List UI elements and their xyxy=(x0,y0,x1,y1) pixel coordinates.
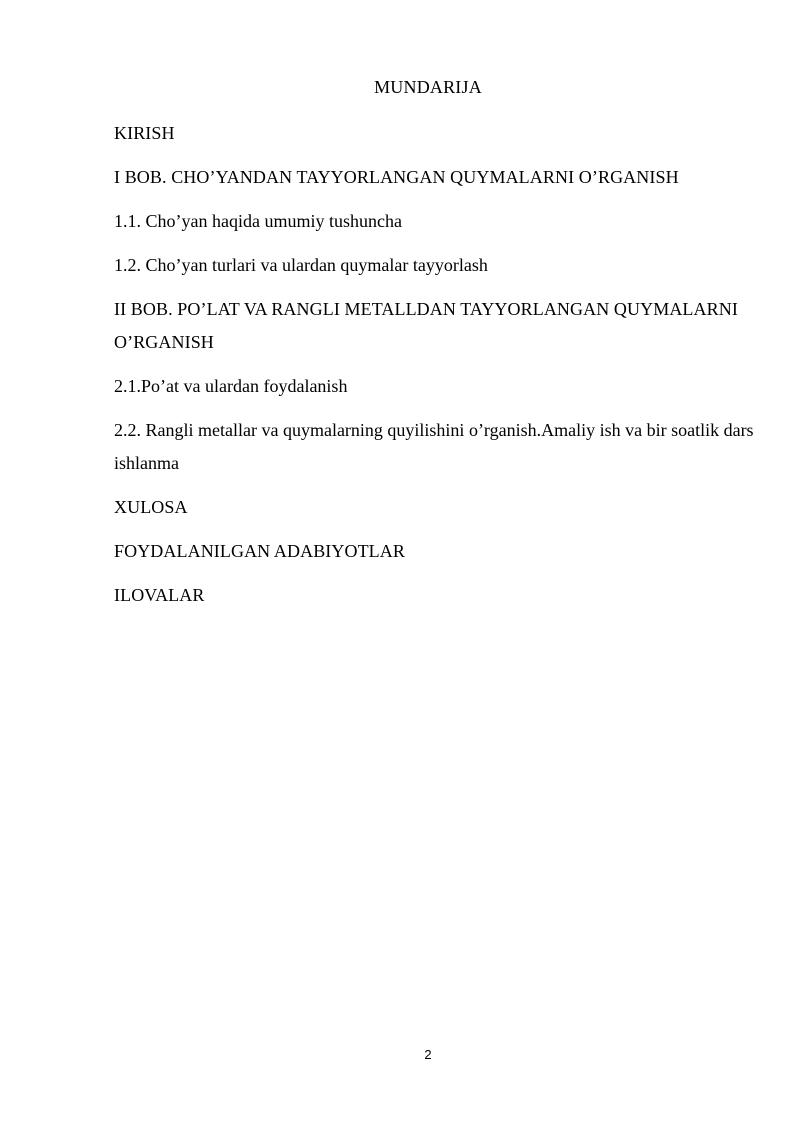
toc-entry-introduction: KIRISH xyxy=(114,123,175,143)
toc-entry-section-2-1: 2.1.Po’at va ulardan foydalanish xyxy=(114,376,348,396)
toc-entry-section-1-1: 1.1. Cho’yan haqida umumiy tushuncha xyxy=(114,211,402,231)
toc-entry-chapter-1: I BOB. CHO’YANDAN TAYYORLANGAN QUYMALARNI O’RGANISH xyxy=(114,167,679,187)
page-title: MUNDARIJA xyxy=(374,77,482,97)
table-of-contents xyxy=(114,117,754,623)
toc-entry-conclusion: XULOSA xyxy=(114,497,188,517)
toc-entry-section-1-2: 1.2. Cho’yan turlari va ulardan quymalar tayyorlash xyxy=(114,255,488,275)
toc-entry-references: FOYDALANILGAN ADABIYOTLAR xyxy=(114,541,405,561)
page-number: 2 xyxy=(424,1047,432,1062)
toc-entry-section-2-2: 2.2. Rangli metallar va quymalarning quyilishini o’rganish.Amaliy ish va bir soatlik dars ishlanma xyxy=(114,420,754,473)
toc-entry-appendices: ILOVALAR xyxy=(114,585,205,605)
toc-entry-chapter-2: II BOB. PO’LAT VA RANGLI METALLDAN TAYYORLANGAN QUYMALARNI O’RGANISH xyxy=(114,299,738,352)
